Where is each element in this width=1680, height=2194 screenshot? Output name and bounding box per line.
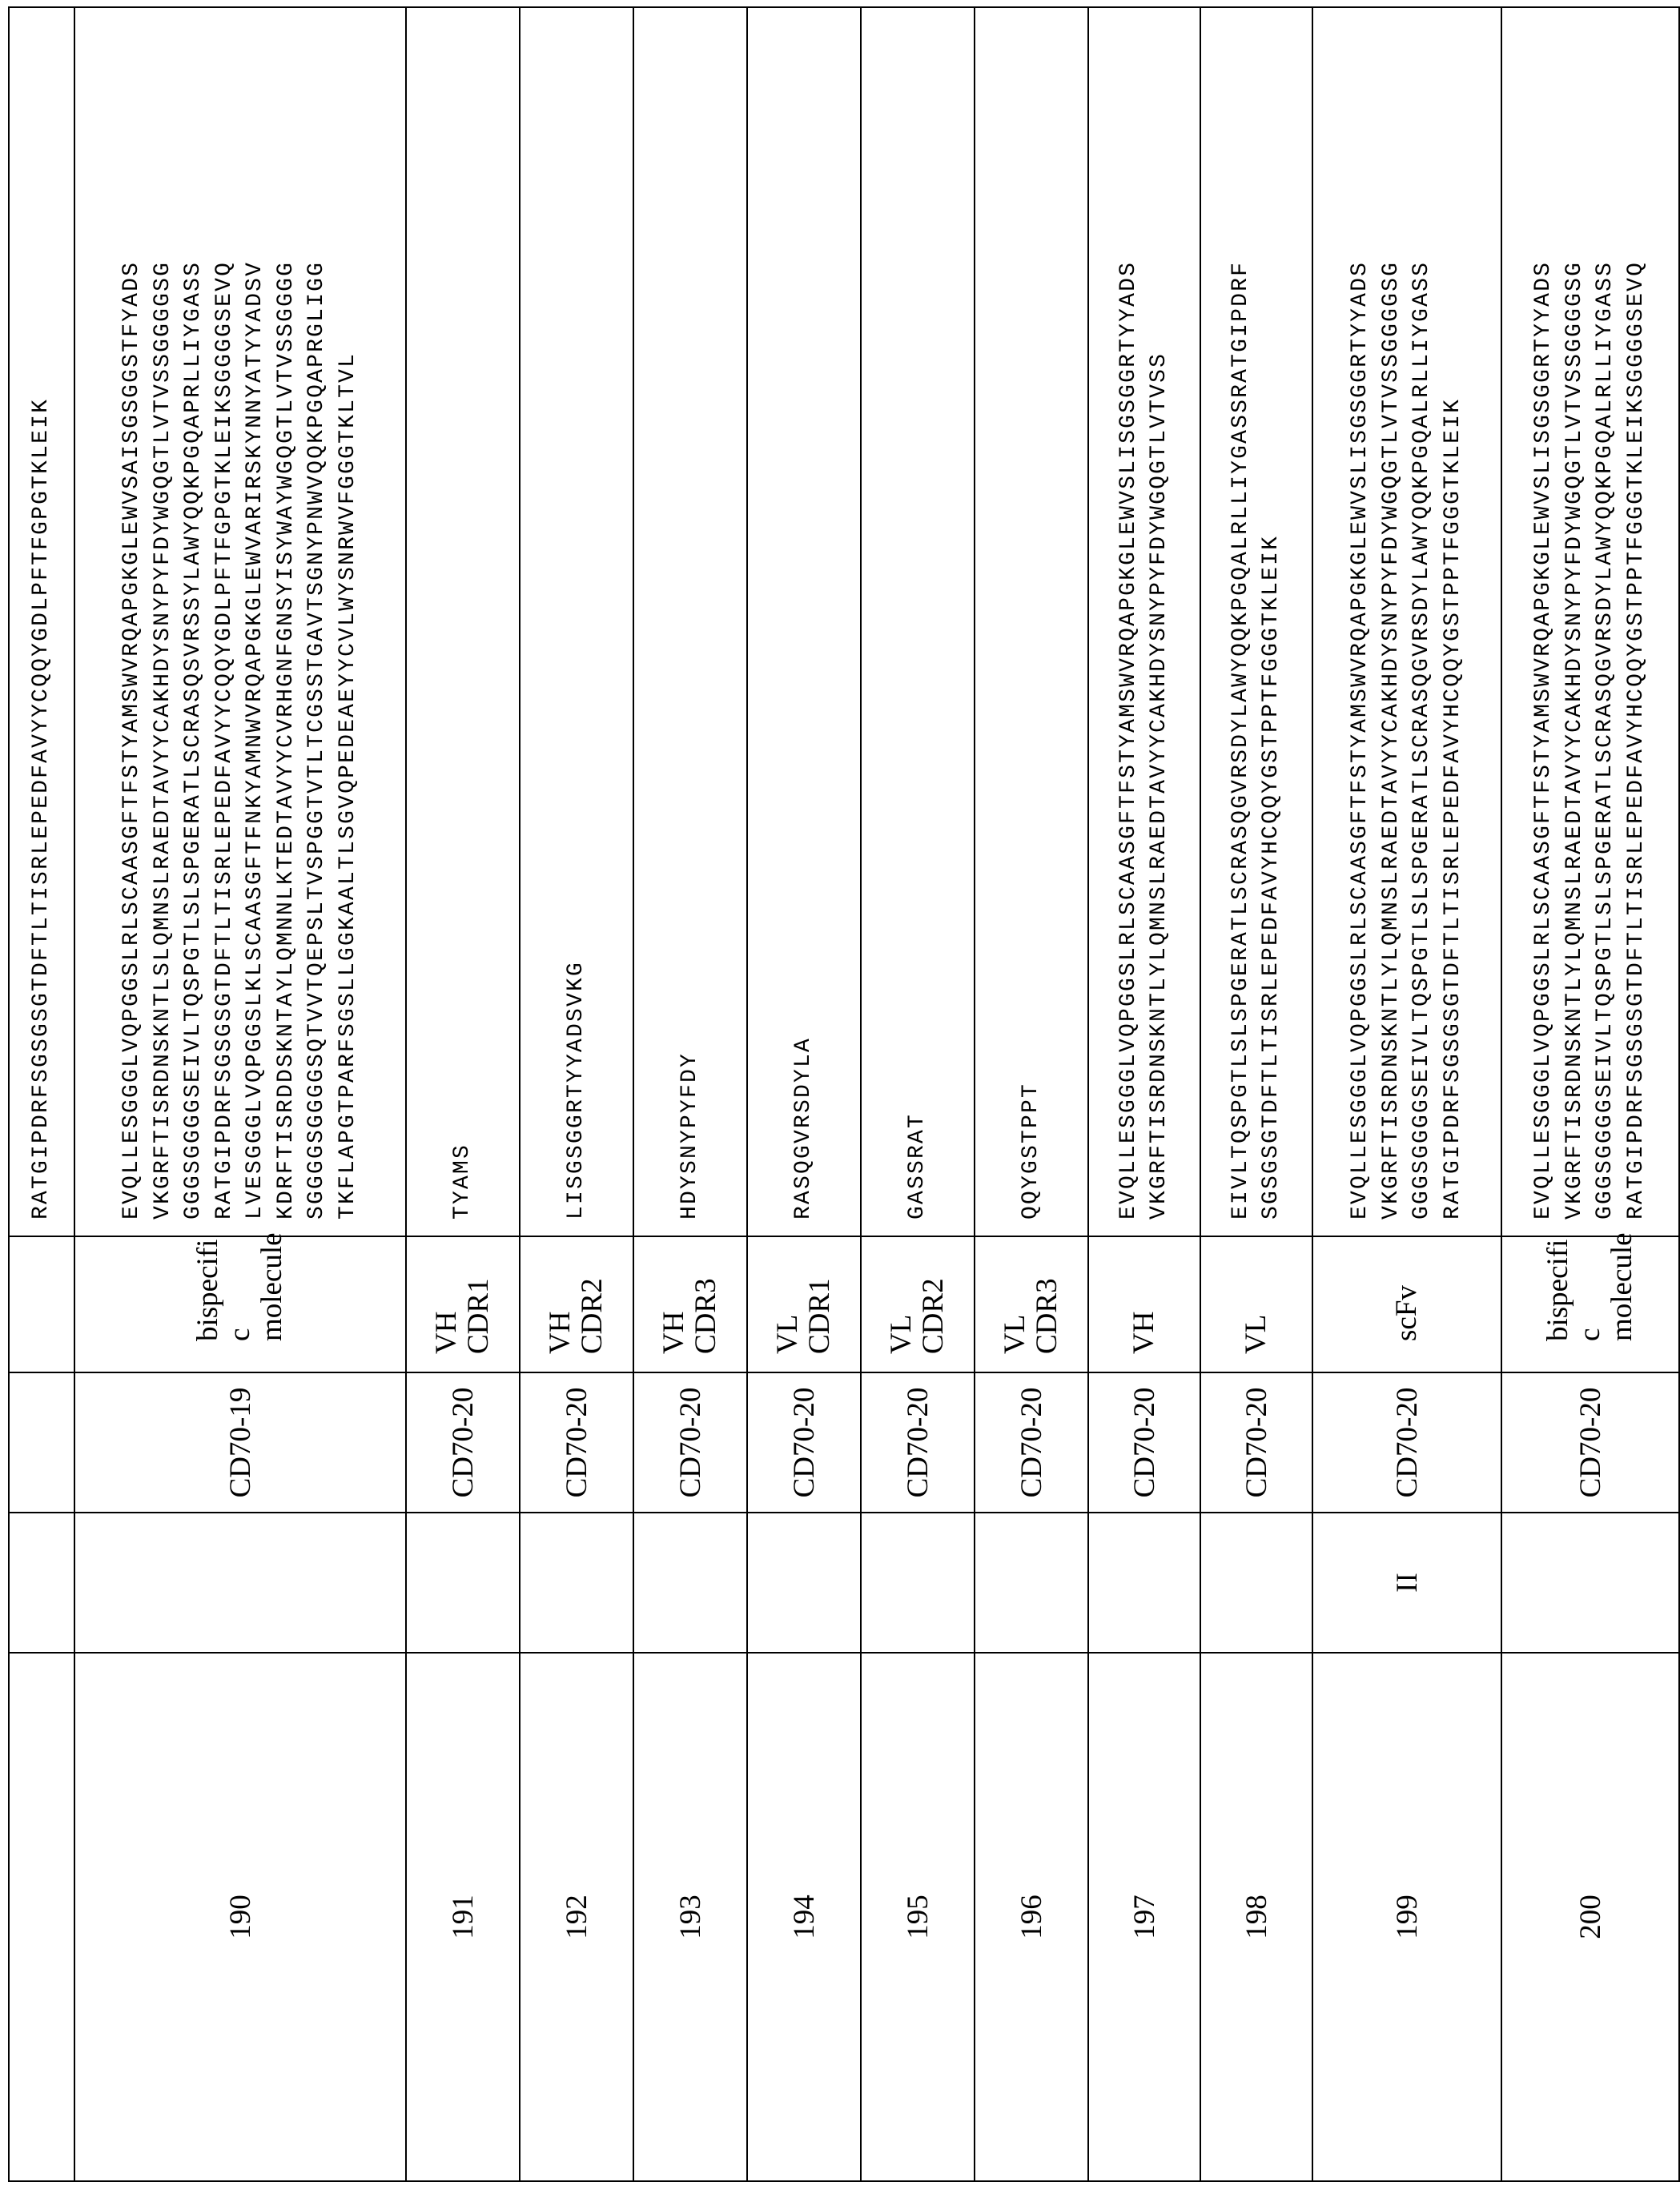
seq-id-cell: 191 bbox=[406, 1653, 520, 2181]
version-cell bbox=[975, 1513, 1088, 1653]
name-cell: CD70-20 bbox=[861, 1372, 975, 1513]
sequence-line: SGSGSGTDFTLTISRLEPEDFAVYHCQQYGSTPPTFGGGTKLEIK bbox=[1259, 534, 1284, 1220]
sequence-line: EVQLLESGGGLVQPGGSLRLSCAASGFTFSTYAMSWVRQAPGKGLEWVSLISGSGGRTYYADS bbox=[1348, 260, 1373, 1220]
type-line: bispecifi bbox=[1541, 1239, 1574, 1341]
seq-id-cell bbox=[9, 1653, 74, 2181]
sequence-line: RATGIPDRFSGSGSGTDFTLTISRLEPEDFAVYHCQQYGSTPPTFGGGTKLEIK bbox=[1440, 397, 1465, 1220]
sequence-line: RATGIPDRFSGSGSGTDFTLTISRLEPEDFAVYYCQQYGDLPFTFGPGTKLEIKSGGGGSEVQ bbox=[211, 260, 237, 1220]
seq-id-cell: 200 bbox=[1501, 1653, 1679, 2181]
type-cell bbox=[861, 1236, 975, 1372]
type-cell bbox=[9, 1236, 74, 1372]
name-cell bbox=[9, 1372, 74, 1513]
table-row bbox=[975, 7, 1088, 2181]
table-row bbox=[74, 7, 406, 2181]
name-cell: CD70-20 bbox=[1312, 1372, 1501, 1513]
version-cell bbox=[747, 1513, 861, 1653]
type-cell bbox=[74, 1232, 406, 1372]
seq-id-cell: 199 bbox=[1312, 1653, 1501, 2181]
table-row bbox=[747, 7, 861, 2181]
sequence-line: VKGRFTISRDNSKNTLYLQMNSLRAEDTAVYYCAKHDYSNYPYFDYWGQGTLVTVSSGGGGSG bbox=[1378, 260, 1404, 1220]
sequence-line: EIVLTQSPGTLSLSPGERATLSCRASQGVRSDYLAWYQQKPGQALRLLIYGASSRATGIPDRF bbox=[1228, 260, 1253, 1220]
name-cell: CD70-20 bbox=[975, 1372, 1088, 1513]
type-cell bbox=[1200, 1236, 1312, 1372]
sequence-line: LVESGGGLVQPGGSLKLSCAASGFTFNKYAMNWVRQAPGKGLEWVARIRSKYNNYATYYADSV bbox=[243, 260, 267, 1220]
type-line: bispecifi bbox=[191, 1239, 224, 1341]
sequence-line: RATGIPDRFSGSGSGTDFTLTISRLEPEDFAVYYCQQYGDLPFTFGPGTKLEIK bbox=[28, 397, 54, 1220]
sequence-line: SGGGGSGGGGSQTVVTQEPSLTVSPGGTVTLTCGSSTGAVTSGNYPNWVQQKPGQAPRGLIGG bbox=[304, 260, 329, 1220]
name-cell: CD70-20 bbox=[633, 1372, 747, 1513]
version-cell bbox=[1501, 1513, 1679, 1653]
type-line: CDR3 bbox=[689, 1278, 722, 1354]
sequence-cell bbox=[1501, 7, 1679, 1236]
seq-id-cell: 197 bbox=[1088, 1653, 1200, 2181]
version-cell bbox=[1200, 1513, 1312, 1653]
sequence-cell bbox=[861, 7, 975, 1236]
version-cell bbox=[406, 1513, 520, 1653]
version-cell bbox=[9, 1513, 74, 1653]
seq-id-cell: 196 bbox=[975, 1653, 1088, 2181]
type-line: c bbox=[223, 1328, 256, 1341]
table-row bbox=[633, 7, 747, 2181]
type-line: c bbox=[1573, 1328, 1606, 1341]
type-line: CDR1 bbox=[803, 1278, 836, 1354]
sequence-line: TYAMS bbox=[449, 1143, 475, 1220]
seq-id-cell: 193 bbox=[633, 1653, 747, 2181]
sequence-cell bbox=[747, 7, 861, 1236]
name-cell: CD70-20 bbox=[1200, 1372, 1312, 1513]
name-cell: CD70-20 bbox=[1501, 1372, 1679, 1513]
type-cell bbox=[406, 1236, 520, 1372]
version-cell bbox=[1088, 1513, 1200, 1653]
type-cell bbox=[747, 1236, 861, 1372]
sequence-line: VKGRFTISRDNSKNTLSLQMNSLRAEDTAVYYCAKHDYSNYPYFDYWGQGTLVTVSSGGGGSG bbox=[150, 260, 175, 1220]
sequence-line: VKGRFTISRDNSKNTLYLQMNSLRAEDTAVYYCAKHDYSNYPYFDYWGQGTLVTVSS bbox=[1147, 352, 1172, 1220]
type-line: molecule bbox=[1606, 1232, 1638, 1341]
sequence-cell bbox=[406, 7, 520, 1236]
sequence-line: EVQLLESGGGLVQPGGSLRLSCAASGFTFSTYAMSWVRQAPGKGLEWVSAISGSGGSTFYADS bbox=[119, 260, 144, 1220]
sequence-cell bbox=[633, 7, 747, 1236]
type-line: VH bbox=[657, 1311, 690, 1354]
sequence-cell bbox=[520, 7, 633, 1236]
sequence-line: TKFLAPGTPARFSGSLLGGKAALTLSGVQPEDEAEYYCVLWYSNRWVFGGGTKLTVL bbox=[335, 352, 360, 1220]
sequence-line: LISGSGGRTYYADSVKG bbox=[563, 960, 589, 1220]
type-line: VL bbox=[771, 1314, 804, 1354]
type-line: VH bbox=[1127, 1311, 1160, 1354]
seq-id-cell: 198 bbox=[1200, 1653, 1312, 2181]
type-line: molecule bbox=[255, 1232, 288, 1341]
table-row bbox=[1088, 7, 1200, 2181]
sequence-line: GGGSGGGGSEIVLTQSPGTLSLSPGERATLSCRASQGVRSDYLAWYQQKPGQALRLLIYGASS bbox=[1409, 260, 1434, 1220]
sequence-line: GGGSGGGGSEIVLTQSPGTLSLSPGERATLSCRASQSVRSSYLAWYQQKPGQAPRLLIYGASS bbox=[181, 260, 206, 1220]
seq-id-cell: 194 bbox=[747, 1653, 861, 2181]
sequence-line: EVQLLESGGGLVQPGGSLRLSCAASGFTFSTYAMSWVRQAPGKGLEWVSLISGSGGRTYYADS bbox=[1531, 260, 1556, 1220]
sequence-table bbox=[8, 6, 1680, 2182]
name-cell: CD70-19 bbox=[74, 1372, 406, 1513]
type-line: CDR2 bbox=[917, 1278, 950, 1354]
table-row bbox=[861, 7, 975, 2181]
sequence-line: RASQGVRSDYLA bbox=[790, 1036, 816, 1220]
type-line: VL bbox=[885, 1314, 918, 1354]
table-row bbox=[406, 7, 520, 2181]
sequence-cell bbox=[1200, 7, 1312, 1236]
table-row-continuation bbox=[9, 7, 74, 2181]
type-line: VL bbox=[1240, 1314, 1272, 1354]
type-cell bbox=[975, 1236, 1088, 1372]
sequence-line: GGGSGGGGSEIVLTQSPGTLSLSPGERATLSCRASQGVRSDYLAWYQQKPGQALRLLIYGASS bbox=[1593, 260, 1618, 1220]
name-cell: CD70-20 bbox=[747, 1372, 861, 1513]
type-cell bbox=[1312, 1236, 1501, 1372]
type-line: VH bbox=[430, 1311, 463, 1354]
sequence-cell bbox=[1312, 7, 1501, 1236]
sequence-cell bbox=[1088, 7, 1200, 1236]
table-row bbox=[1312, 7, 1501, 2181]
sequence-line: KDRFTISRDDSKNTAYLQMNNLKTEDTAVYYCVRHGNFGNSYISYWAYWGQGTLVTVSSGGGG bbox=[273, 260, 299, 1220]
sequence-line: RATGIPDRFSGSGSGTDFTLTISRLEPEDFAVYHCQQYGSTPPTFGGGTKLEIKSGGGGSEVQ bbox=[1623, 260, 1649, 1220]
seq-id-cell: 192 bbox=[520, 1653, 633, 2181]
sequence-cell bbox=[74, 7, 406, 1236]
sequence-line: EVQLLESGGGLVQPGGSLRLSCAASGFTFSTYAMSWVRQAPGKGLEWVSLISGSGGRTYYADS bbox=[1115, 260, 1141, 1220]
version-cell bbox=[861, 1513, 975, 1653]
name-cell: CD70-20 bbox=[406, 1372, 520, 1513]
version-cell: II bbox=[1312, 1513, 1501, 1653]
sequence-line: HDYSNYPYFDY bbox=[677, 1051, 702, 1220]
name-cell: CD70-20 bbox=[520, 1372, 633, 1513]
version-cell bbox=[74, 1513, 406, 1653]
version-cell bbox=[633, 1513, 747, 1653]
type-cell bbox=[633, 1236, 747, 1372]
type-line: VH bbox=[544, 1311, 577, 1354]
sequence-cell bbox=[975, 7, 1088, 1236]
version-cell bbox=[520, 1513, 633, 1653]
table-row bbox=[1501, 7, 1679, 2181]
type-line: scFv bbox=[1390, 1285, 1423, 1341]
table-row bbox=[520, 7, 633, 2181]
sequence-line: QQYGSTPPT bbox=[1018, 1082, 1043, 1220]
type-line: CDR1 bbox=[462, 1278, 495, 1354]
sequence-cell bbox=[9, 7, 74, 1236]
sequence-line: GASSRAT bbox=[904, 1112, 930, 1220]
seq-id-cell: 190 bbox=[74, 1653, 406, 2181]
type-line: CDR2 bbox=[576, 1278, 609, 1354]
type-cell bbox=[520, 1236, 633, 1372]
seq-id-cell: 195 bbox=[861, 1653, 975, 2181]
sequence-line: VKGRFTISRDNSKNTLYLQMNSLRAEDTAVYYCAKHDYSNYPYFDYWGQGTLVTVSSGGGGSG bbox=[1561, 260, 1587, 1220]
type-line: VL bbox=[999, 1314, 1031, 1354]
type-cell bbox=[1088, 1236, 1200, 1372]
type-cell bbox=[1501, 1232, 1679, 1372]
name-cell: CD70-20 bbox=[1088, 1372, 1200, 1513]
table-row bbox=[1200, 7, 1312, 2181]
type-line: CDR3 bbox=[1031, 1278, 1063, 1354]
